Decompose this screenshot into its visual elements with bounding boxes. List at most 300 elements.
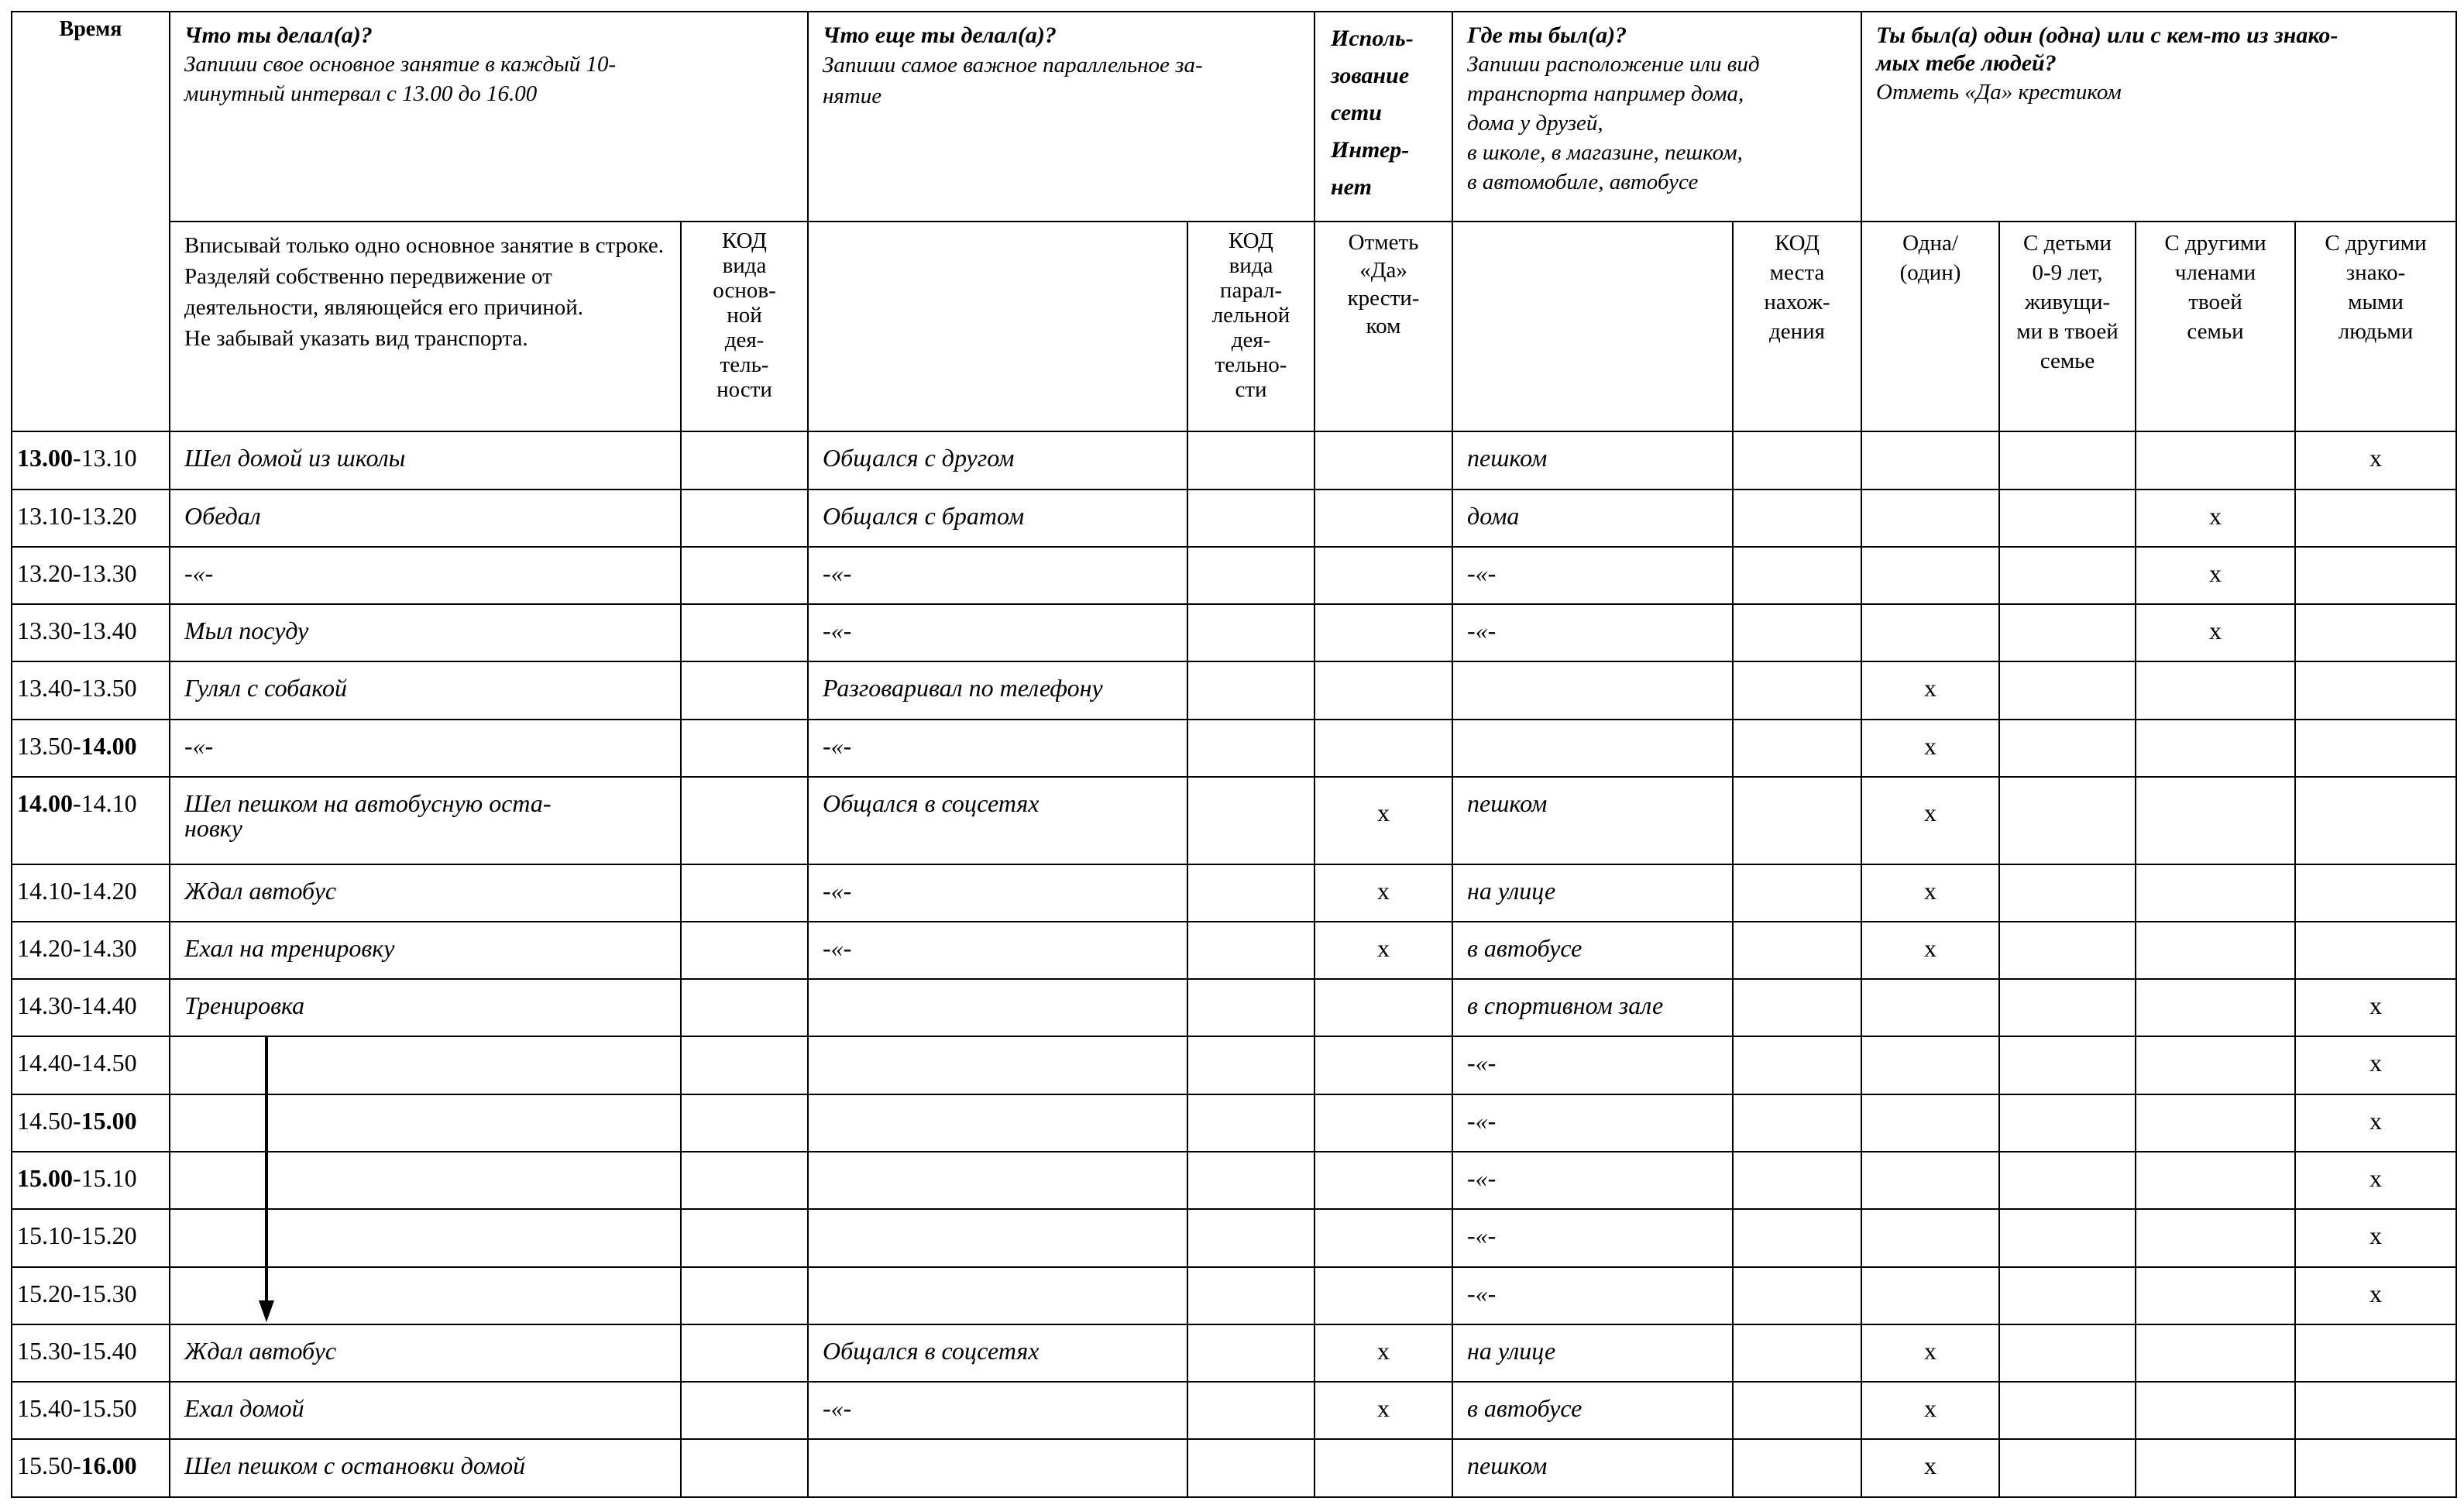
main-activity-code-cell[interactable]	[681, 1439, 808, 1497]
internet-mark-cell	[1314, 1267, 1452, 1324]
time-start: 14.50-	[17, 1106, 81, 1135]
alone-mark-cell-value	[1862, 548, 1998, 558]
children-mark-cell	[1999, 720, 2136, 777]
parallel-activity-cell	[808, 1382, 1187, 1439]
location-code-cell[interactable]	[1733, 979, 1861, 1036]
internet-use-header	[1314, 12, 1452, 222]
alone-mark-cell-value	[1862, 1152, 1998, 1163]
location-code-cell[interactable]	[1733, 1382, 1861, 1439]
parallel-activity-cell	[808, 1439, 1187, 1497]
internet-mark-cell-value	[1315, 1095, 1452, 1106]
internet-mark-cell	[1314, 864, 1452, 922]
internet-mark-cell	[1314, 1094, 1452, 1152]
location-hint: дома у друзей,	[1467, 111, 1603, 136]
main-activity-code-cell[interactable]	[681, 431, 808, 489]
acquaintances-mark-cell-value	[2296, 1440, 2455, 1451]
parallel-activity-hint-1: Запиши самое важное параллельное за-	[823, 53, 1203, 77]
parallel-activity-code-cell[interactable]	[1187, 1382, 1314, 1439]
parallel-activity-text: Разговаривал по телефону	[823, 674, 1103, 702]
main-activity-text: Шел домой из школы	[184, 444, 406, 472]
main-activity-code-cell[interactable]	[681, 1094, 808, 1152]
alone-mark-cell-value: x	[1924, 1451, 1937, 1480]
acquaintances-mark-cell-value	[2296, 720, 2455, 731]
location-code-cell[interactable]	[1733, 777, 1861, 864]
instruction-line: Вписывай только одно основное занятие в строке.	[184, 233, 664, 259]
parallel-activity-text: -«-	[823, 1394, 852, 1423]
acquaintances-mark-cell	[2295, 1324, 2456, 1382]
parallel-activity-code-cell[interactable]	[1187, 604, 1314, 661]
table-row	[12, 777, 2456, 864]
main-activity-text: -«-	[184, 731, 214, 760]
acquaintances-mark-cell-value: x	[2369, 444, 2383, 472]
alone-mark-cell	[1861, 1324, 1999, 1382]
main-activity-code-cell[interactable]	[681, 1324, 808, 1382]
main-activity-code-cell[interactable]	[681, 604, 808, 661]
children-header	[1999, 222, 2136, 431]
parallel-activity-code-cell[interactable]	[1187, 1152, 1314, 1209]
parallel-activity-code-cell[interactable]	[1187, 720, 1314, 777]
acquaintances-mark-cell	[2295, 922, 2456, 979]
location-text: -«-	[1467, 1049, 1497, 1077]
internet-mark-cell-value: x	[1377, 1394, 1390, 1423]
family-mark-cell-value	[2136, 1210, 2294, 1221]
parallel-activity-text: Общался в соцсетях	[823, 789, 1040, 818]
location-code-cell[interactable]	[1733, 1209, 1861, 1266]
location-subheader	[1452, 222, 1733, 431]
main-activity-code-cell[interactable]	[681, 547, 808, 604]
main-activity-code-cell[interactable]	[681, 1209, 808, 1266]
internet-mark-cell	[1314, 547, 1452, 604]
location-cell	[1452, 1152, 1733, 1209]
acquaintances-mark-cell	[2295, 1267, 2456, 1324]
location-code-header	[1733, 222, 1861, 431]
parallel-activity-cell	[808, 661, 1187, 719]
main-activity-code-header	[681, 222, 808, 431]
code-header-line: тельно-	[1215, 352, 1287, 378]
table-row	[12, 661, 2456, 719]
location-code-cell[interactable]	[1733, 922, 1861, 979]
parallel-activity-cell	[808, 1209, 1187, 1266]
acquaintances-mark-cell	[2295, 720, 2456, 777]
location-code-cell[interactable]	[1733, 604, 1861, 661]
family-mark-cell-value	[2136, 980, 2294, 991]
main-activity-code-cell[interactable]	[681, 979, 808, 1036]
parallel-activity-cell	[808, 777, 1187, 864]
location-text: на улице	[1467, 1336, 1556, 1365]
family-mark-cell-value	[2136, 778, 2294, 798]
internet-mark-cell-value	[1315, 432, 1452, 443]
time-end: -14.40	[73, 991, 137, 1020]
time-cell	[12, 604, 170, 661]
time-start: 13.30	[17, 617, 73, 645]
acquaintances-mark-cell-value: x	[2369, 1221, 2383, 1250]
main-activity-code-cell[interactable]	[681, 661, 808, 719]
internet-header-line: Интер-	[1331, 137, 1410, 163]
parallel-activity-code-cell[interactable]	[1187, 777, 1314, 864]
acquaintances-mark-cell-value	[2296, 490, 2455, 501]
main-activity-cell	[170, 1439, 681, 1497]
location-text: -«-	[1467, 1221, 1497, 1250]
location-cell	[1452, 1036, 1733, 1094]
acquaintances-mark-cell-value: x	[2369, 1049, 2383, 1077]
time-cell	[12, 1267, 170, 1324]
children-mark-cell-value	[2000, 1095, 2135, 1106]
main-activity-code-cell[interactable]	[681, 777, 808, 864]
location-code-cell[interactable]	[1733, 431, 1861, 489]
parallel-activity-code-cell[interactable]	[1187, 547, 1314, 604]
family-mark-cell	[2136, 604, 2295, 661]
parallel-activity-cell	[808, 489, 1187, 547]
acquaintances-mark-cell-value	[2296, 778, 2455, 798]
acquaintances-mark-cell	[2295, 431, 2456, 489]
mark-header-line: крести-	[1347, 286, 1420, 311]
children-mark-cell	[1999, 979, 2136, 1036]
time-end: -13.20	[73, 501, 137, 530]
internet-mark-cell-value	[1315, 1037, 1452, 1048]
parallel-activity-code-cell[interactable]	[1187, 1094, 1314, 1152]
instruction-line: Не забывай указать вид транспорта.	[184, 326, 528, 352]
acquaintances-header-line: людьми	[2338, 319, 2414, 345]
children-mark-cell	[1999, 1209, 2136, 1266]
internet-mark-cell-value	[1315, 1440, 1452, 1451]
time-end: 14.00	[81, 731, 137, 760]
family-mark-cell	[2136, 720, 2295, 777]
parallel-activity-cell	[808, 547, 1187, 604]
continuation-arrow	[259, 1037, 274, 1324]
mark-header-line: ком	[1366, 314, 1401, 339]
code-header-line: КОД	[722, 228, 767, 254]
internet-mark-cell	[1314, 1036, 1452, 1094]
internet-mark-cell-value	[1315, 1210, 1452, 1221]
time-end: -15.30	[73, 1279, 137, 1307]
mark-header-line: Отметь	[1348, 230, 1419, 256]
location-cell	[1452, 864, 1733, 922]
acquaintances-header-line: знако-	[2345, 260, 2406, 286]
main-activity-code-cell[interactable]	[681, 489, 808, 547]
family-header-line: семьи	[2187, 319, 2244, 345]
internet-header-line: сети	[1331, 100, 1382, 125]
location-text: пешком	[1467, 444, 1548, 472]
location-text: -«-	[1467, 558, 1497, 587]
internet-mark-cell-value	[1315, 662, 1452, 673]
internet-mark-cell-value	[1315, 605, 1452, 616]
internet-mark-cell	[1314, 489, 1452, 547]
family-mark-cell	[2136, 1209, 2295, 1266]
acquaintances-mark-cell	[2295, 1439, 2456, 1497]
location-cell	[1452, 1382, 1733, 1439]
internet-mark-cell-value	[1315, 720, 1452, 731]
main-activity-text: Шел пешком с остановки домой	[184, 1451, 526, 1480]
time-start: 14.10	[17, 876, 73, 905]
location-text: на улице	[1467, 876, 1556, 905]
children-mark-cell-value	[2000, 1152, 2135, 1163]
children-mark-cell-value	[2000, 1268, 2135, 1279]
time-end: -15.40	[73, 1336, 137, 1365]
main-activity-cell	[170, 777, 681, 864]
main-activity-text: Обедал	[184, 501, 261, 530]
acquaintances-mark-cell	[2295, 489, 2456, 547]
main-activity-text: Тренировка	[184, 991, 305, 1020]
parallel-activity-cell	[808, 1094, 1187, 1152]
internet-header-line: Исполь-	[1331, 26, 1414, 51]
parallel-activity-cell	[808, 431, 1187, 489]
parallel-activity-cell	[808, 604, 1187, 661]
alone-mark-cell-value	[1862, 1095, 1998, 1106]
main-activity-text: Ехал на тренировку	[184, 933, 395, 962]
table-row	[12, 1209, 2456, 1266]
acquaintances-header	[2295, 222, 2456, 431]
acquaintances-mark-cell-value	[2296, 1325, 2455, 1336]
main-activity-cell	[170, 661, 681, 719]
acquaintances-mark-cell	[2295, 547, 2456, 604]
alone-header	[1861, 222, 1999, 431]
parallel-activity-code-header	[1187, 222, 1314, 431]
mark-header-line: «Да»	[1359, 258, 1407, 283]
location-text: пешком	[1467, 789, 1548, 818]
location-cell	[1452, 1324, 1733, 1382]
family-mark-cell-value	[2136, 1440, 2294, 1451]
alone-mark-cell	[1861, 1036, 1999, 1094]
children-mark-cell-value	[2000, 548, 2135, 558]
location-cell	[1452, 1439, 1733, 1497]
main-activity-code-cell[interactable]	[681, 1267, 808, 1324]
parallel-activity-code-cell[interactable]	[1187, 661, 1314, 719]
children-mark-cell-value	[2000, 1383, 2135, 1393]
parallel-activity-code-cell[interactable]	[1187, 864, 1314, 922]
location-code-cell[interactable]	[1733, 1324, 1861, 1382]
children-header-line: семье	[2040, 349, 2095, 374]
table-row	[12, 547, 2456, 604]
main-activity-text: Ехал домой	[184, 1394, 304, 1423]
code-header-line: лельной	[1211, 303, 1290, 328]
alone-mark-cell	[1861, 720, 1999, 777]
main-activity-text: Мыл посуду	[184, 617, 309, 645]
company-hint: Отметь «Да» крестиком	[1876, 80, 2122, 105]
acquaintances-mark-cell-value: x	[2369, 991, 2383, 1020]
main-activity-code-cell[interactable]	[681, 1152, 808, 1209]
internet-mark-header	[1314, 222, 1452, 431]
location-code-cell[interactable]	[1733, 547, 1861, 604]
internet-mark-cell	[1314, 1324, 1452, 1382]
time-column-header: Время	[12, 12, 170, 431]
main-activity-cell	[170, 922, 681, 979]
main-activity-cell	[170, 1267, 681, 1324]
parallel-activity-text: -«-	[823, 933, 852, 962]
time-start: 14.20	[17, 933, 73, 962]
parallel-activity-text: Общался в соцсетях	[823, 1336, 1040, 1365]
parallel-activity-subheader	[808, 222, 1187, 431]
time-cell	[12, 661, 170, 719]
location-code-cell[interactable]	[1733, 1267, 1861, 1324]
time-start: 13.40	[17, 674, 73, 702]
location-cell	[1452, 604, 1733, 661]
alone-mark-cell-value	[1862, 1210, 1998, 1221]
children-header-line: 0-9 лет,	[2032, 260, 2103, 286]
time-end: 16.00	[81, 1451, 137, 1480]
time-start: 15.30	[17, 1336, 73, 1365]
parallel-activity-hint-2: нятие	[823, 84, 882, 108]
location-code-cell[interactable]	[1733, 720, 1861, 777]
main-activity-code-cell[interactable]	[681, 1036, 808, 1094]
table-row	[12, 1324, 2456, 1382]
location-code-cell[interactable]	[1733, 1439, 1861, 1497]
acquaintances-mark-cell	[2295, 777, 2456, 864]
location-code-cell[interactable]	[1733, 864, 1861, 922]
family-mark-cell-value	[2136, 432, 2294, 443]
parallel-activity-code-cell[interactable]	[1187, 1209, 1314, 1266]
main-activity-cell	[170, 431, 681, 489]
alone-mark-cell	[1861, 1439, 1999, 1497]
children-mark-cell-value	[2000, 1440, 2135, 1451]
internet-mark-cell-value: x	[1377, 799, 1390, 827]
code-header-line: вида	[1229, 253, 1273, 279]
acquaintances-mark-cell-value	[2296, 1383, 2455, 1393]
family-mark-cell	[2136, 547, 2295, 604]
children-mark-cell	[1999, 777, 2136, 864]
location-text: -«-	[1467, 1106, 1497, 1135]
internet-mark-cell	[1314, 922, 1452, 979]
children-header-line: ми в твоей	[2016, 319, 2119, 345]
parallel-activity-text: Общался с братом	[823, 501, 1025, 530]
alone-mark-cell-value: x	[1924, 799, 1937, 827]
time-start: 15.20	[17, 1279, 73, 1307]
family-mark-cell	[2136, 1267, 2295, 1324]
children-mark-cell	[1999, 1036, 2136, 1094]
time-diary-table	[11, 11, 2457, 1498]
children-mark-cell-value	[2000, 1037, 2135, 1048]
family-mark-cell-value	[2136, 1037, 2294, 1048]
alone-mark-cell-value	[1862, 980, 1998, 991]
company-question: мых тебе людей?	[1876, 50, 2057, 76]
children-mark-cell-value	[2000, 922, 2135, 933]
table-row	[12, 1267, 2456, 1324]
alone-mark-cell-value: x	[1924, 674, 1937, 702]
location-code-cell[interactable]	[1733, 489, 1861, 547]
parallel-activity-code-cell[interactable]	[1187, 1036, 1314, 1094]
family-mark-cell	[2136, 489, 2295, 547]
table-row	[12, 1152, 2456, 1209]
children-mark-cell-value	[2000, 778, 2135, 798]
children-mark-cell-value	[2000, 490, 2135, 501]
internet-mark-cell	[1314, 661, 1452, 719]
acquaintances-mark-cell	[2295, 1209, 2456, 1266]
main-activity-code-cell[interactable]	[681, 720, 808, 777]
main-activity-code-cell[interactable]	[681, 864, 808, 922]
time-end: -15.50	[73, 1394, 137, 1423]
children-mark-cell	[1999, 1324, 2136, 1382]
main-activity-text: Шел пешком на автобусную оста-	[184, 789, 552, 818]
location-cell	[1452, 1267, 1733, 1324]
parallel-activity-code-cell[interactable]	[1187, 979, 1314, 1036]
parallel-activity-code-cell[interactable]	[1187, 922, 1314, 979]
location-hint: транспорта например дома,	[1467, 81, 1744, 106]
main-activity-cell	[170, 1036, 681, 1094]
location-text: в спортивном зале	[1467, 991, 1664, 1020]
location-code-cell[interactable]	[1733, 661, 1861, 719]
alone-mark-cell	[1861, 1267, 1999, 1324]
internet-mark-cell-value	[1315, 1152, 1452, 1163]
children-mark-cell	[1999, 922, 2136, 979]
children-mark-cell-value	[2000, 662, 2135, 673]
acquaintances-mark-cell	[2295, 661, 2456, 719]
children-mark-cell	[1999, 1094, 2136, 1152]
children-mark-cell	[1999, 1382, 2136, 1439]
parallel-activity-text: -«-	[823, 558, 852, 587]
table-row	[12, 1439, 2456, 1497]
family-mark-cell	[2136, 1036, 2295, 1094]
children-mark-cell-value	[2000, 1210, 2135, 1221]
alone-mark-cell-value: x	[1924, 1394, 1937, 1423]
code-header-line: сти	[1235, 377, 1267, 403]
internet-mark-cell	[1314, 1439, 1452, 1497]
header-row	[12, 12, 2456, 222]
internet-mark-cell	[1314, 431, 1452, 489]
table-row	[12, 431, 2456, 489]
family-header-line: С другими	[2164, 231, 2266, 256]
family-mark-cell-value	[2136, 922, 2294, 933]
table-row	[12, 1094, 2456, 1152]
children-mark-cell	[1999, 431, 2136, 489]
time-cell	[12, 720, 170, 777]
time-start: 14.40	[17, 1049, 73, 1077]
parallel-activity-cell	[808, 1267, 1187, 1324]
alone-mark-cell	[1861, 661, 1999, 719]
code-header-line: нахож-	[1764, 290, 1830, 315]
family-mark-cell-value: x	[2209, 558, 2222, 587]
time-end: -15.20	[73, 1221, 137, 1250]
parallel-activity-code-cell[interactable]	[1187, 1267, 1314, 1324]
location-header	[1452, 12, 1861, 222]
parallel-activity-code-cell[interactable]	[1187, 489, 1314, 547]
main-activity-code-cell[interactable]	[681, 922, 808, 979]
parallel-activity-code-cell[interactable]	[1187, 1439, 1314, 1497]
children-mark-cell-value	[2000, 980, 2135, 991]
parallel-activity-cell	[808, 1036, 1187, 1094]
location-code-cell[interactable]	[1733, 1152, 1861, 1209]
parallel-activity-cell	[808, 864, 1187, 922]
main-activity-code-cell[interactable]	[681, 1382, 808, 1439]
time-end: -13.30	[73, 558, 137, 587]
location-code-cell[interactable]	[1733, 1036, 1861, 1094]
location-cell	[1452, 661, 1733, 719]
acquaintances-mark-cell	[2295, 1094, 2456, 1152]
down-arrow-icon	[259, 1037, 274, 1324]
time-cell	[12, 777, 170, 864]
location-code-cell[interactable]	[1733, 1094, 1861, 1152]
alone-mark-cell-value	[1862, 1268, 1998, 1279]
family-mark-cell-value: x	[2209, 501, 2222, 530]
parallel-activity-text: -«-	[823, 731, 852, 760]
family-mark-cell	[2136, 661, 2295, 719]
location-text: в автобусе	[1467, 933, 1583, 962]
children-mark-cell	[1999, 1152, 2136, 1209]
parallel-activity-code-cell[interactable]	[1187, 431, 1314, 489]
family-mark-cell	[2136, 1152, 2295, 1209]
family-mark-cell-value	[2136, 1325, 2294, 1336]
table-row	[12, 604, 2456, 661]
parallel-activity-cell	[808, 922, 1187, 979]
main-activity-hint-1: Запиши свое основное занятие в каждый 10-	[184, 52, 617, 77]
table-row	[12, 922, 2456, 979]
alone-mark-cell-value: x	[1924, 731, 1937, 760]
parallel-activity-code-cell[interactable]	[1187, 1324, 1314, 1382]
internet-mark-cell	[1314, 1152, 1452, 1209]
children-mark-cell-value	[2000, 1325, 2135, 1336]
family-mark-cell	[2136, 1439, 2295, 1497]
main-activity-text: Ждал автобус	[184, 876, 337, 905]
time-cell	[12, 1152, 170, 1209]
family-mark-cell	[2136, 979, 2295, 1036]
